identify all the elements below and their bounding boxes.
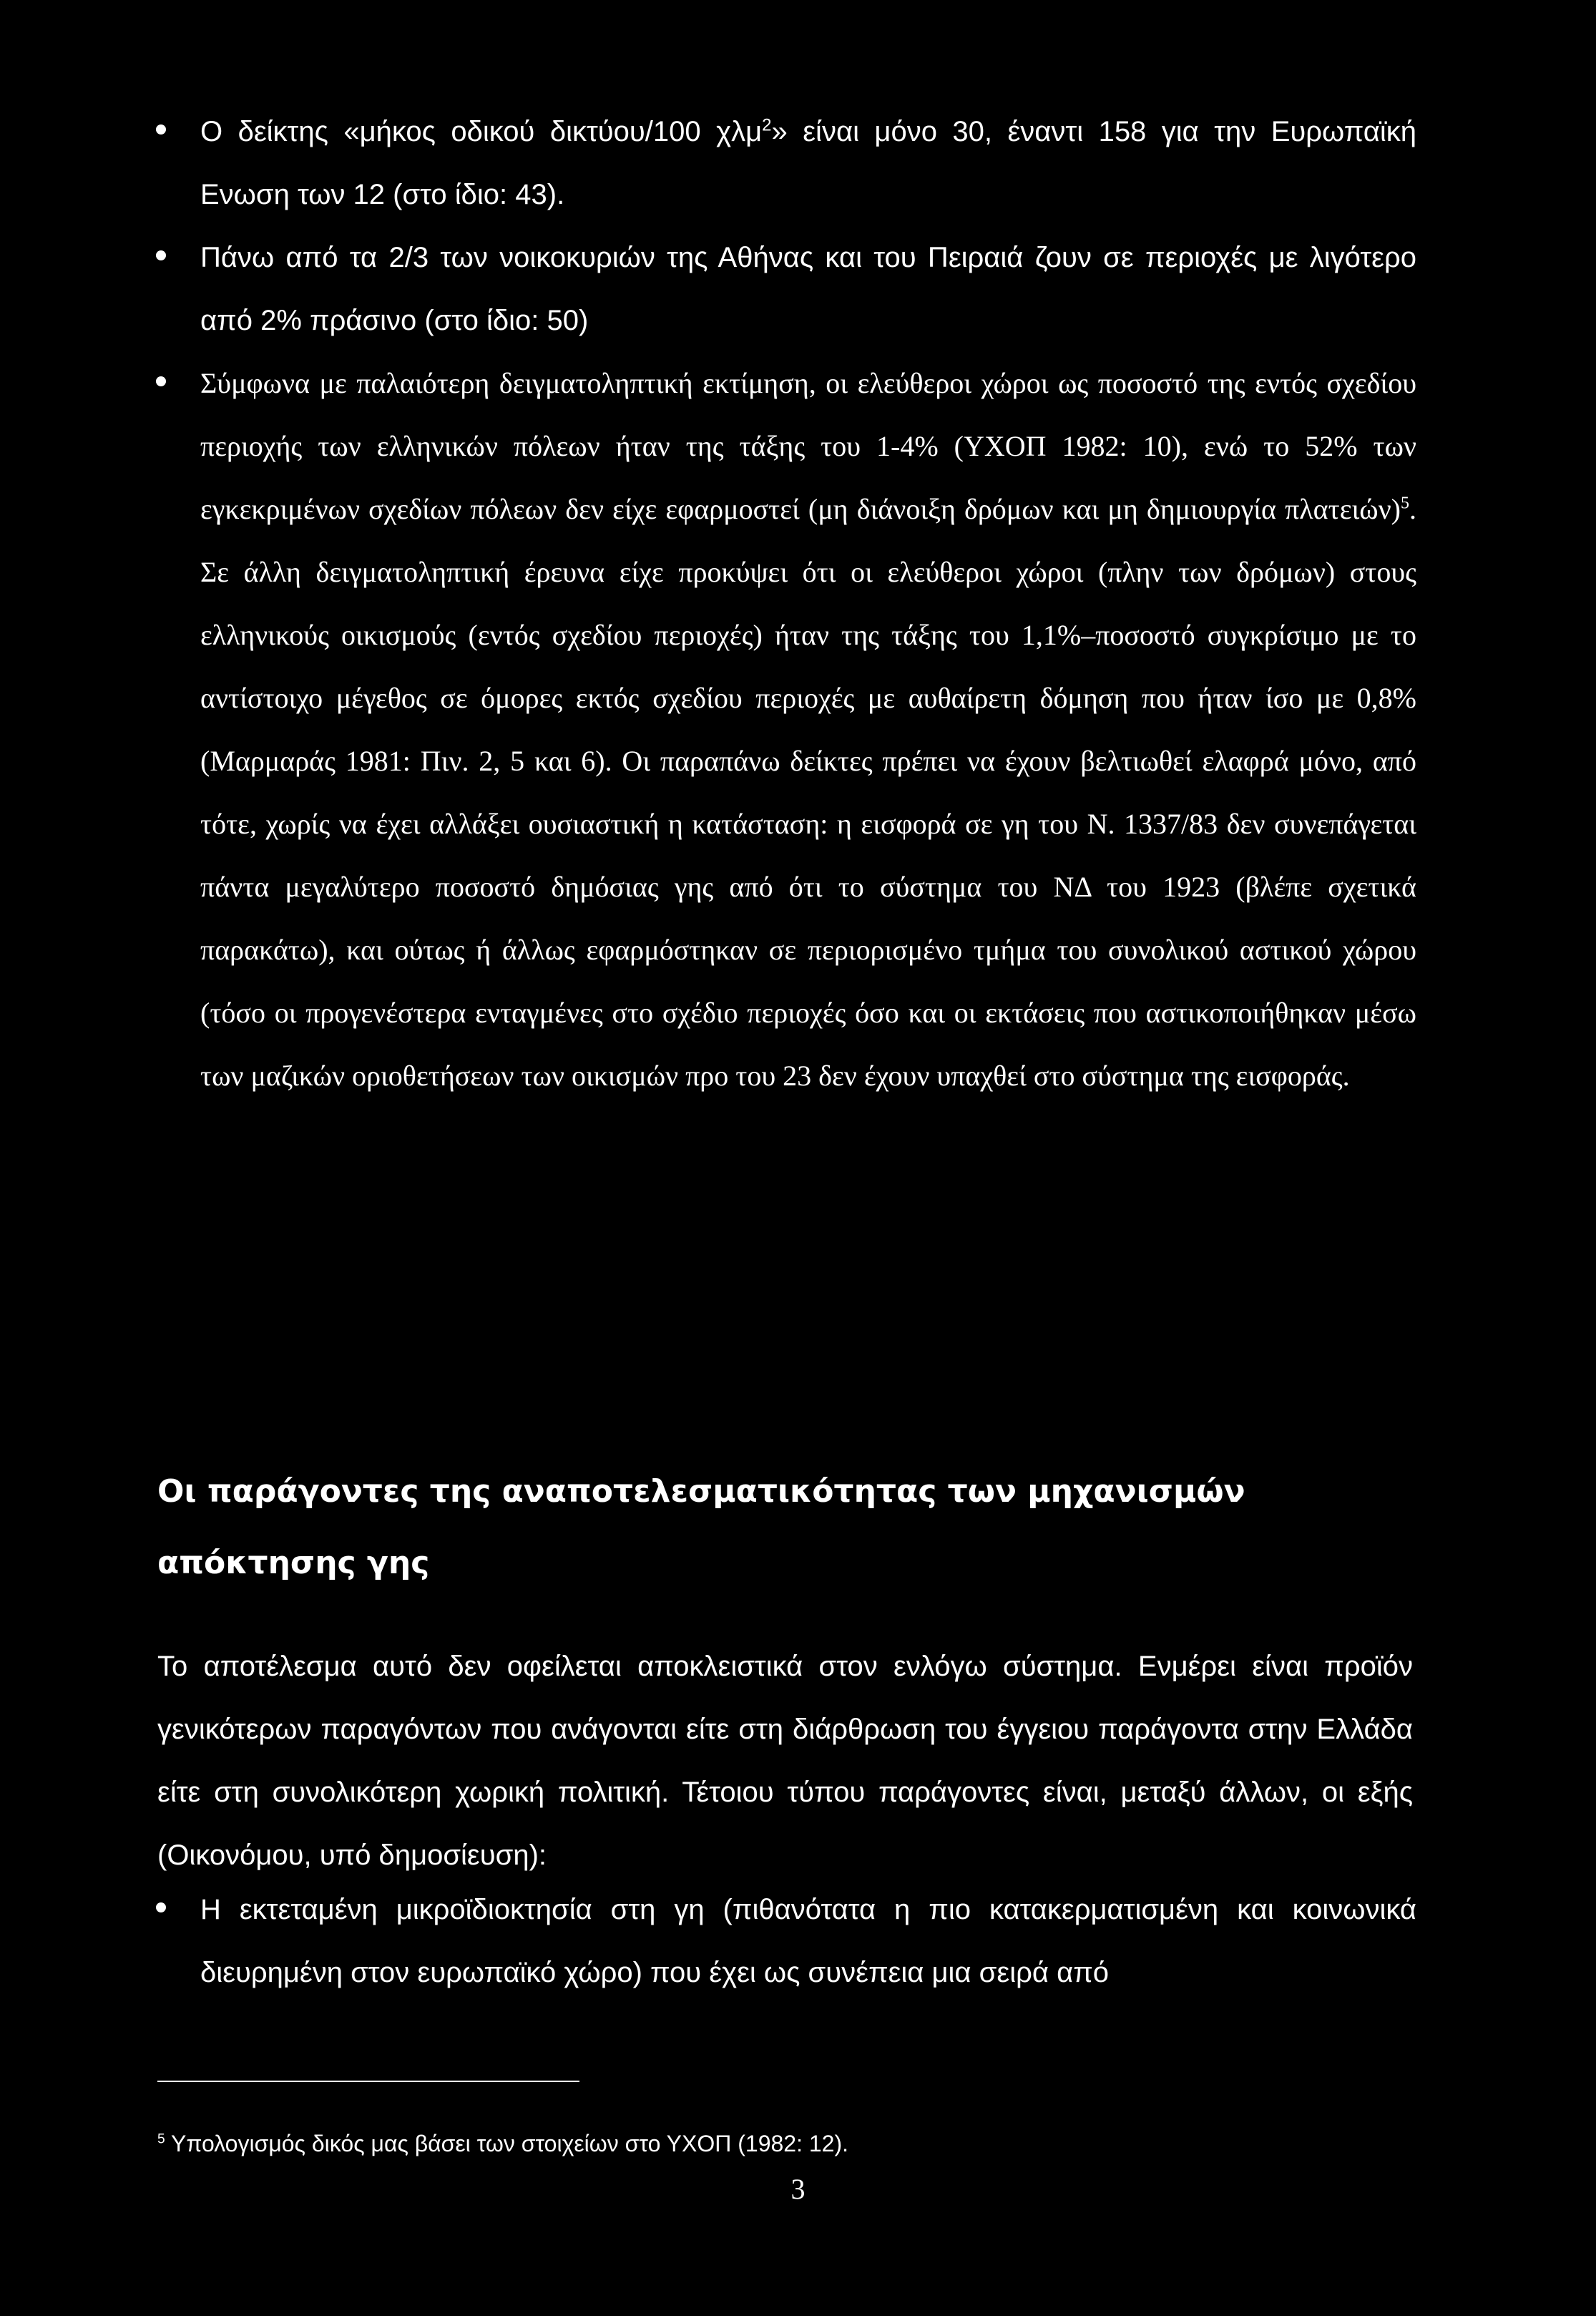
bullet-text: Η εκτεταμένη μικροϊδιοκτησία στη γη (πιθανότατα η πιο κατακερματισμένη και κοινωνικά διευρημένη στον ευρωπαϊκό χώρο) που έχει ως συνέπεια μια σειρά από xyxy=(200,1894,1416,1988)
page-number: 3 xyxy=(790,2173,806,2205)
bullet-micro-ownership xyxy=(200,1878,1416,2004)
bullet-text-part1: Σύμφωνα με παλαιότερη δειγματοληπτική εκτίμηση, οι ελεύθεροι χώροι ως ποσοστό της εντός σχεδίου περιοχής των ελληνικών πόλεων ήταν της τάξης του 1-4% (ΥΧΟΠ 1982: 10), ενώ το 52% των εγκεκριμένων σχεδίων πόλεων δεν είχε εφαρμοστεί (μη διάνοιξη δρόμων και μη δημιουργία πλατειών) xyxy=(200,367,1416,525)
bullet-dot-icon xyxy=(156,124,166,135)
footnote-text: Υπολογισμός δικός μας βάσει των στοιχείων στο ΥΧΟΠ (1982: 12). xyxy=(170,2131,849,2156)
bullet-road-network xyxy=(200,100,1416,226)
section-heading: Οι παράγοντες της αναποτελεσματικότητας των μηχανισμών απόκτησης γης xyxy=(157,1472,1245,1581)
bullet-text-part2: . Σε άλλη δειγματοληπτική έρευνα είχε προκύψει ότι οι ελεύθεροι χώροι (πλην των δρόμων) στους ελληνικούς οικισμούς (εντός σχεδίου περιοχές) ήταν της τάξης του 1,1%–ποσοστό συγκρίσιμο με το αντίστοιχο μέγεθος σε όμορες εκτός σχεδίου περιοχές με αυθαίρετη δόμηση που ήταν ίσο με 0,8% (Μαρμαράς 1981: Πιν. 2, 5 και 6). Οι παραπάνω δείκτες πρέπει να έχουν βελτιωθεί ελαφρά μόνο, από τότε, χωρίς να έχει αλλάξει ουσιαστική η κατάσταση: η εισφορά σε γη του Ν. 1337/83 δεν συνεπάγεται πάντα μεγαλύτερο ποσοστό δημόσιας γης από ότι το σύστημα του ΝΔ του 1923 (βλέπε σχετικά παρακάτω), και ούτως ή άλλως εφαρμόστηκαν σε περιορισμένο τμήμα του συνολικού αστικού χώρου (τόσο οι προγενέστερα ενταγμένες στο σχέδιο περιοχές όσο και οι εκτάσεις που αστικοποιήθηκαν μέσω των μαζικών οριοθετήσεων των οικισμών προ του 23 δεν έχουν υπαχθεί στο σύστημα της εισφοράς. xyxy=(200,493,1416,1092)
bullet-green-space xyxy=(200,226,1416,352)
bullet-text-part2: » είναι μόνο 30, έναντι 158 για την Ευρωπαϊκή Ενωση των 12 (στο ίδιο: 43). xyxy=(200,116,1416,210)
bullet-open-spaces xyxy=(200,352,1416,1108)
bullet-text-part1: Ο δείκτης «μήκος οδικού δικτύου/100 χλμ xyxy=(200,116,763,147)
bullet-dot-icon xyxy=(156,1902,166,1912)
footnote-reference: 5 xyxy=(1401,494,1409,513)
footnote xyxy=(157,2126,848,2161)
body-paragraph: Το αποτέλεσμα αυτό δεν οφείλεται αποκλειστικά στον ενλόγω σύστημα. Ενμέρει είναι προϊόν γενικότερων παραγόντων που ανάγονται είτε στη διάρθρωση του έγγειου παράγοντα στην Ελλάδα είτε στη συνολικότερη χωρική πολιτική. Τέτοιου τύπου παράγοντες είναι, μεταξύ άλλων, οι εξής (Οικονόμου, υπό δημοσίευση): xyxy=(157,1651,1413,1871)
footnote-marker: 5 xyxy=(157,2131,165,2147)
footnote-separator xyxy=(157,2081,579,2082)
bullet-dot-icon xyxy=(156,250,166,260)
bullet-text: Πάνω από τα 2/3 των νοικοκυριών της Αθήνας και του Πειραιά ζουν σε περιοχές με λιγότερο από 2% πράσινο (στο ίδιο: 50) xyxy=(200,242,1416,336)
superscript: 2 xyxy=(762,115,772,135)
bullet-dot-icon xyxy=(156,376,166,386)
